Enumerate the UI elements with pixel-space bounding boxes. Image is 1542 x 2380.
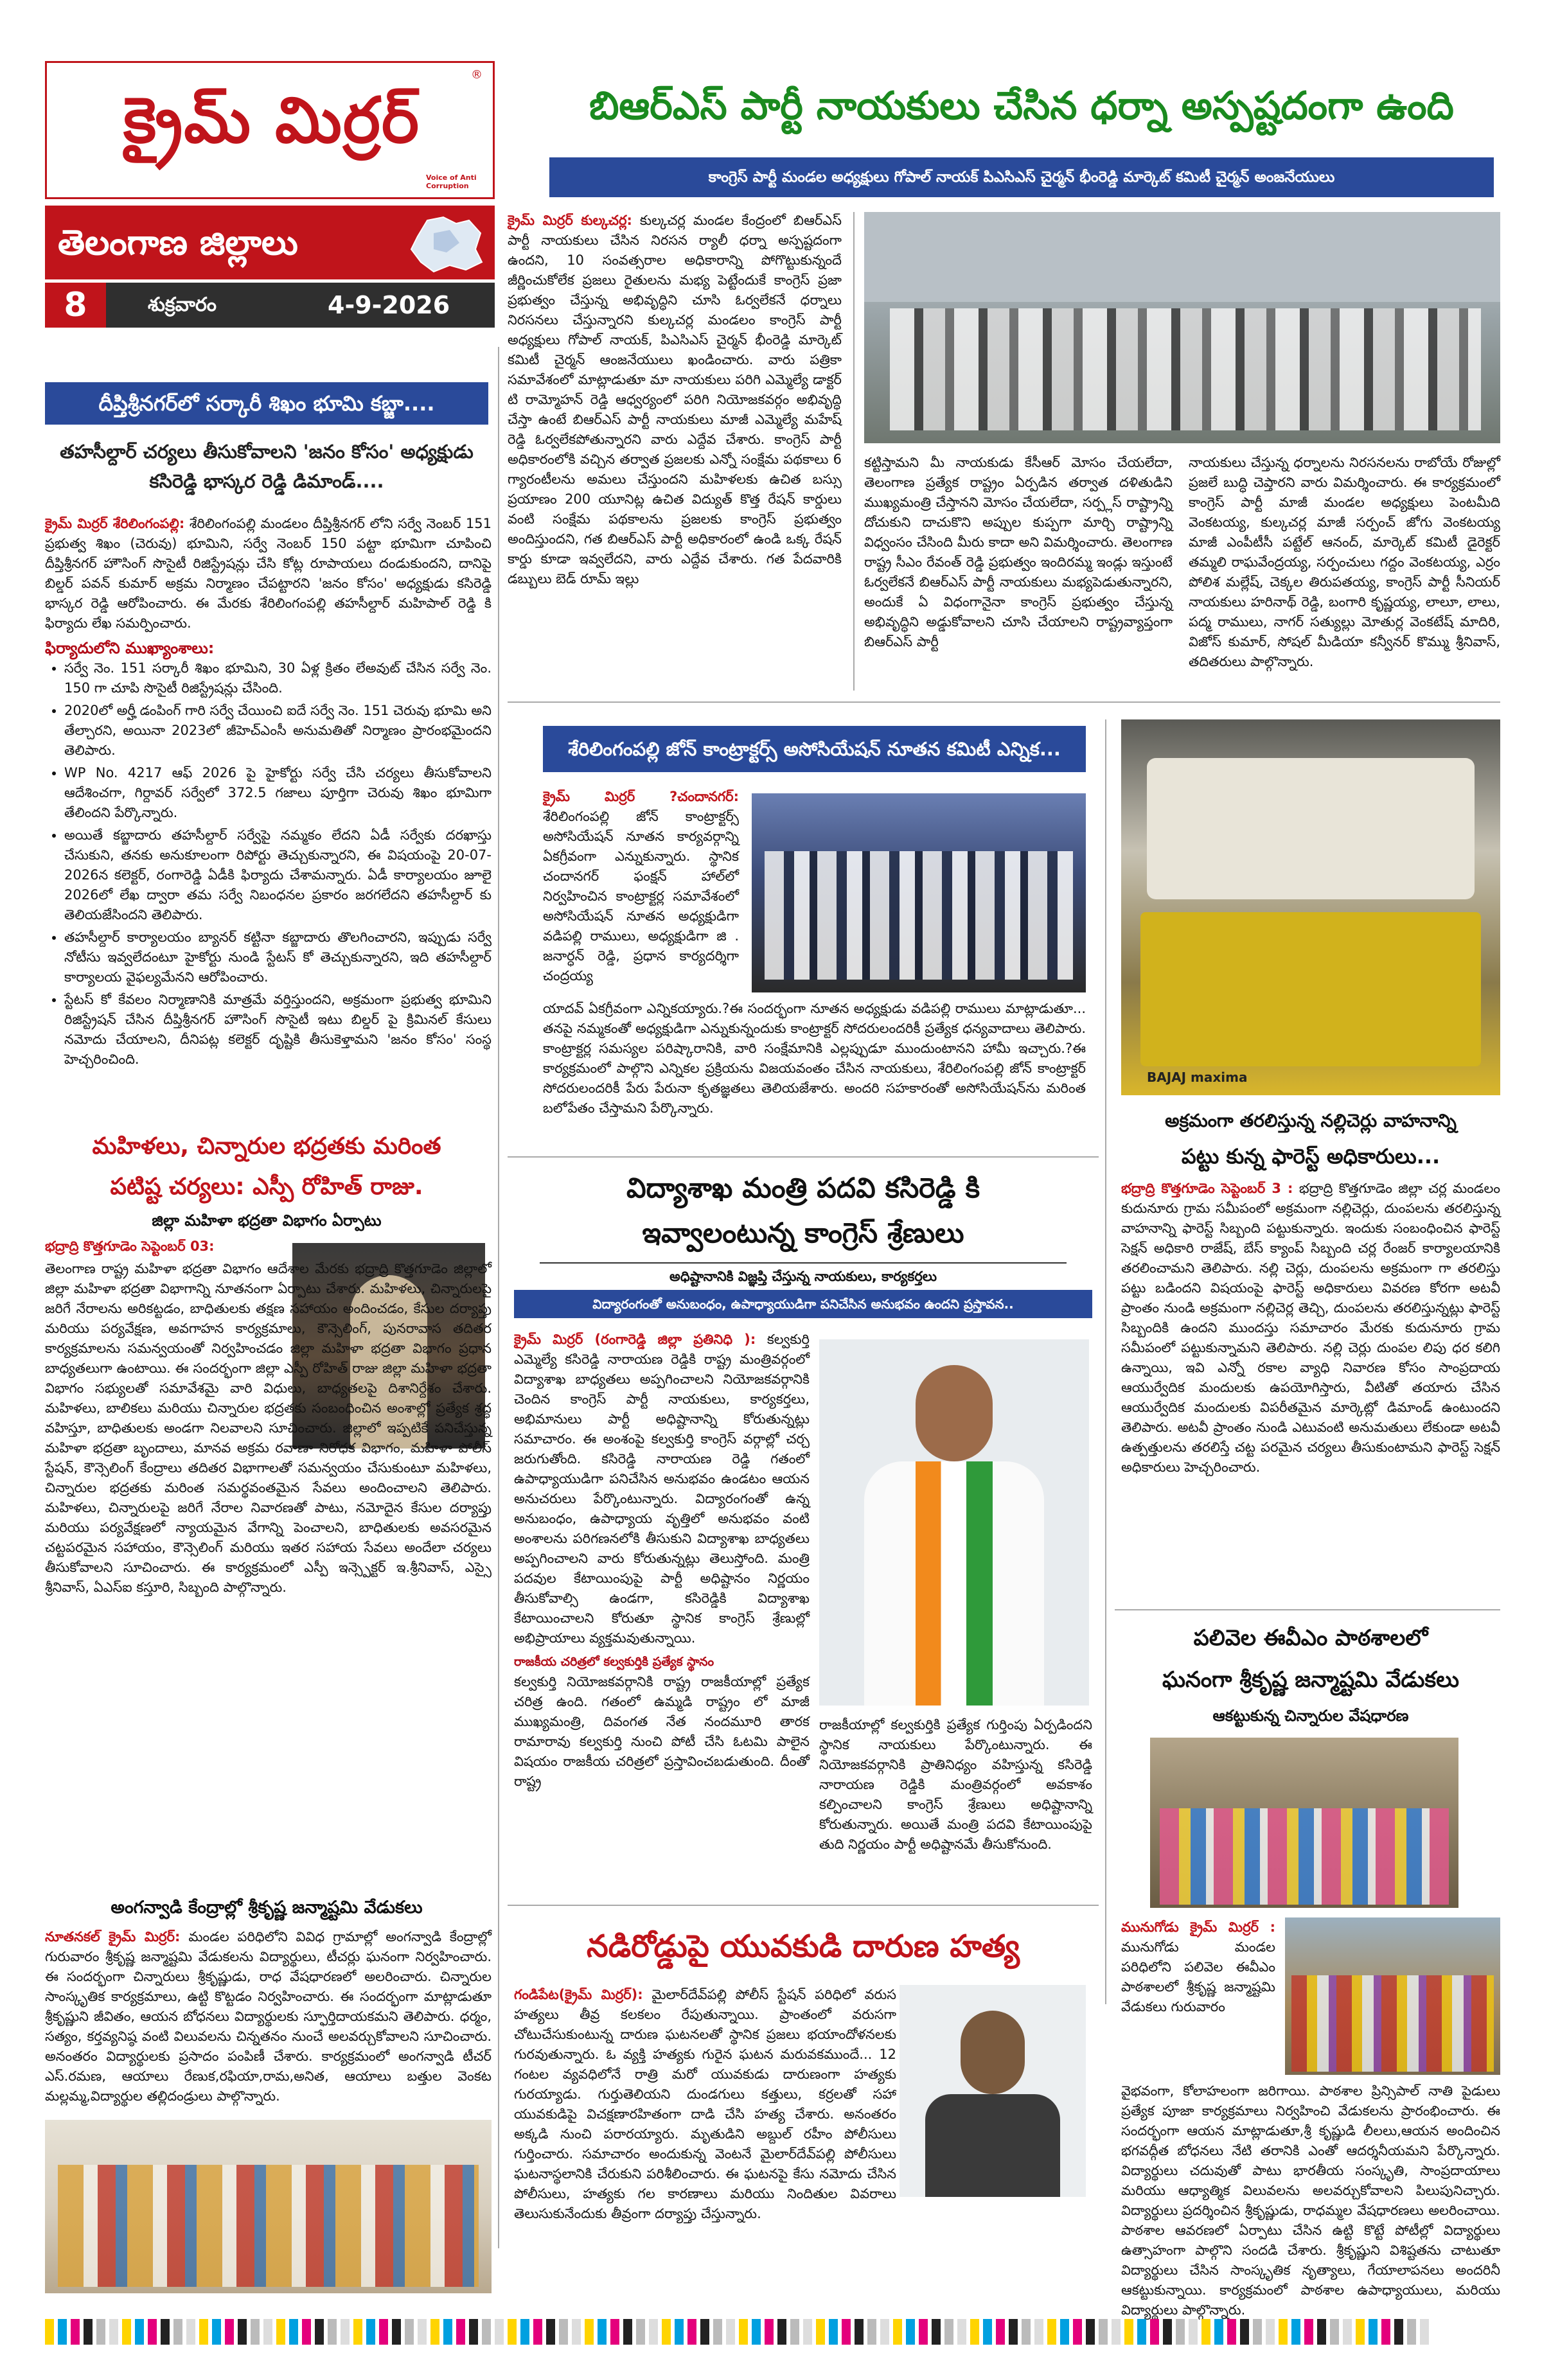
lead-headline: బిఆర్ఎస్ పార్టీ నాయకులు చేసిన ధర్నా అస్పష్టదంగా ఉంది [589, 84, 1454, 128]
list-item: • తహసీల్దార్ కార్యాలయం బ్యానర్ కట్టినా కబ్జాదారు తొలగించారని, ఇప్పుడు సర్వే నోటీసు ఇవ్వలేదంటూ హైకోర్టు నుండి స్టేటస్ కో తెచ్చుకున్నారని, ఇది తహసీల్దార్ కార్యాలయ వైఫల్యమేనని ఆరోపించారు. [64, 928, 492, 987]
color-swatch [803, 2319, 812, 2345]
color-swatch [996, 2319, 1005, 2345]
row-divider [508, 1156, 1099, 1158]
row-divider [1115, 1609, 1500, 1610]
lead-dateline: క్రైమ్ మిర్రర్ కుల్కచర్ల: [508, 213, 632, 228]
color-swatch [58, 2319, 67, 2345]
color-swatch [1214, 2319, 1223, 2345]
color-swatch [1291, 2319, 1300, 2345]
lead-subheadline: కాంగ్రెస్ పార్టీ మండల అధ్యక్షులు గోపాల్ నాయక్ పిఎసిఎస్ చైర్మన్ భీంరెడ్డి మార్కెట్ కమిటీ చైర్మన్ అంజనేయులు [549, 157, 1494, 197]
telangana-map-icon [405, 211, 488, 275]
color-swatch [199, 2319, 208, 2345]
section-band [45, 206, 495, 279]
logo-box [45, 61, 495, 199]
color-swatch [520, 2319, 529, 2345]
contractors-photo [752, 793, 1086, 992]
palivela-subheadline: ఆకట్టుకున్న చిన్నారుల వేషధారణ [1212, 1707, 1409, 1725]
color-swatch [302, 2319, 311, 2345]
color-swatch [1330, 2319, 1339, 2345]
women-body [45, 1259, 492, 1882]
color-swatch [1047, 2319, 1056, 2345]
color-swatch [353, 2319, 362, 2345]
color-swatch [1343, 2319, 1352, 2345]
color-swatch [1227, 2319, 1236, 2345]
list-item: • WP No. 4217 ఆఫ్ 2026 పై హైకోర్టు సర్వే చేసి చర్యలు తీసుకోవాలని ఆదేశించగా, గిర్దావర్ సర్వేలో 372.5 గజాలు పూర్తిగా చెరువు శిఖం భూమిగా తేలిందని పేర్కొన్నారు. [64, 763, 492, 823]
land-headline: దీప్తిశ్రీనగర్‌లో సర్కారీ శిఖం భూమి కబ్జా.... [45, 382, 488, 425]
anganwadi-text: మండల పరిధిలోని వివిధ గ్రామాల్లో అంగన్వాడి కేంద్రాల్లో గురువారం శ్రీకృష్ణ జన్మాష్టమి వేడుకలను విద్యార్థులు, టీచర్లు ఘనంగా నిర్వహించారు. ఈ సందర్భంగా చిన్నారులు శ్రీకృష్ణుడు, రాధ వేషధారణలో అలరించారు. చిన్నారుల సాంస్కృతిక కార్యక్రమాలు, ఉట్టి కొట్టడం నిర్వహించారు. ఈ సందర్భంగా మాట్లాడుతూ శ్రీకృష్ణుని జీవితం, ఆయన బోధనలు విద్యార్థులకు స్ఫూర్తిదాయకమని తెలిపారు. ధర్మం, సత్యం, కర్తవ్యనిష్ఠ వంటి విలువలను చిన్నతనం నుంచే అలవర్చుకోవాలని సూచించారు. అనంతరం విద్యార్థులకు ప్రసాదం పంపిణీ చేశారు. కార్యక్రమంలో అంగన్వాడి టీచర్ ఎస్.రమణ, ఆయాలు రేణుక,రఫియా,రామ,అనిత, ఆయాలు బత్తుల వెంకట మల్లమ్మ,విద్యార్థుల తల్లిదండ్రులు పాల్గొన్నారు. [45, 1929, 492, 2104]
color-swatch [1381, 2319, 1390, 2345]
lead-column-1 [508, 211, 842, 692]
color-swatch [1304, 2319, 1313, 2345]
color-swatch [341, 2319, 350, 2345]
list-item: • సర్వే నెం. 151 సర్కారీ శిఖం భూమిని, 30 ఏళ్ల క్రితం లేఅవుట్ చేసిన సర్వే నెం. 150 గా చూపి సొసైటీ రిజిస్ట్రేషన్లు చేసింది. [64, 658, 492, 698]
color-swatch [263, 2319, 272, 2345]
color-swatch [893, 2319, 902, 2345]
color-swatch [1420, 2319, 1429, 2345]
minister-headline-2: ఇవ్వాలంటున్న కాంగ్రెస్ శ్రేణులు [642, 1217, 964, 1249]
color-swatch [546, 2319, 555, 2345]
color-swatch [122, 2319, 131, 2345]
land-dateline: క్రైమ్ మిర్రర్ శేరిలింగంపల్లి: [45, 516, 185, 531]
color-swatch [957, 2319, 966, 2345]
color-swatch [1150, 2319, 1159, 2345]
color-swatch [1176, 2319, 1185, 2345]
row-divider [508, 701, 1500, 703]
registered-mark: ® [471, 68, 483, 82]
section-title: తెలంగాణ జిల్లాలు [58, 222, 298, 263]
women-dateline: భద్రాద్రి కొత్తగూడెం సెప్టెంబర్ 03: [45, 1238, 215, 1254]
minister-sub-2: విద్యారంగంతో అనుబంధం, ఉపాధ్యాయుడిగా పనిచేసిన అనుభవం ఉందని ప్రస్తావన.. [514, 1290, 1092, 1318]
forest-photo [1121, 719, 1500, 1095]
photo-children [1291, 1975, 1494, 2072]
page-number: 8 [45, 283, 106, 328]
minister-headline-1: విద్యాశాఖ మంత్రి పదవి కసిరెడ్డి కి [626, 1172, 980, 1204]
color-swatch [225, 2319, 234, 2345]
palivela-headline-2: ఘనంగా శ్రీకృష్ణ జన్మాష్టమి వేడుకలు [1162, 1667, 1459, 1693]
color-swatch [1201, 2319, 1210, 2345]
minister-body-right [819, 1715, 1092, 1895]
color-swatch [636, 2319, 645, 2345]
color-swatch [315, 2319, 324, 2345]
minister-photo [819, 1339, 1089, 1706]
color-swatch [790, 2319, 799, 2345]
column-divider [853, 212, 855, 691]
color-swatch [148, 2319, 157, 2345]
print-color-bar [45, 2319, 1503, 2345]
color-swatch [109, 2319, 118, 2345]
color-swatch [752, 2319, 761, 2345]
color-swatch [238, 2319, 247, 2345]
murder-headline: నడిరోడ్డుపై యువకుడి దారుణ హత్య [587, 1928, 1020, 1964]
masthead [45, 61, 495, 331]
color-swatch [610, 2319, 619, 2345]
lead-column-3 [1189, 453, 1500, 691]
minister-dateline: క్రైమ్ మిర్రర్ (రంగారెడ్డి జిల్లా ప్రతినిధి ): [514, 1332, 756, 1347]
issue-date: 4-9-2026 [328, 291, 450, 319]
lead-column-2 [864, 453, 1173, 691]
land-body [45, 514, 492, 1118]
issue-day: శుక్రవారం [148, 294, 217, 316]
color-swatch [1073, 2319, 1082, 2345]
forest-dateline: భద్రాద్రి కొత్తగూడెం సెప్టెంబర్ 3 : [1121, 1181, 1293, 1196]
color-swatch [1189, 2319, 1198, 2345]
contractors-headline: శేరిలింగంపల్లి జోన్ కాంట్రాక్టర్స్ అసోసియేషన్ నూతన కమిటీ ఎన్నిక... [543, 726, 1086, 772]
list-item: • స్టేటస్ కో కేవలం నిర్మాణానికి మాత్రమే వర్తిస్తుందని, అక్రమంగా ప్రభుత్వ భూమిని రిజిస్ట్రేషన్ చేసిన దీప్తిశ్రీనగర్ హౌసింగ్ సొసైటీ ఇటు బిల్డర్ పై క్రిమినల్ కేసులు నమోదు చేయాలని, దీనిపట్ల కలెక్టర్ దృష్టికి తీసుకెళ్తామని 'జనం కోసం' సంస్థ హెచ్చరించింది. [64, 990, 492, 1070]
photo-children [58, 2165, 479, 2287]
lead-text-1: కుల్కచర్ల మండల కేంద్రంలో బిఆర్ఎస్ పార్టీ నాయకులు చేసిన నిరసన ర్యాలీ ధర్నా అస్పష్టదంగా ఉందని, 10 సంవత్సరాల అధికారాన్ని పోగొట్టుకున్నందే జీర్ణించుకోలేక ప్రజలు రైతులను మభ్య పెట్టేందుకే కాంగ్రెస్ ప్రజా ప్రభుత్వం చేస్తున్న అభివృద్ధిని చూసి ఓర్వలేకనే ధర్నాలు నిరసనలు చేస్తున్నారని కుల్కచర్ల మండలం కాంగ్రెస్ పార్టీ అధ్యక్షులు గోపాల్ నాయక్, పిఎసిఎస్ చైర్మన్ భీంరెడ్డి మార్కెట్ కమిటీ చైర్మన్ ఆంజనేయులు ఖండించారు. వారు పత్రికా సమావేశంలో మాట్లాడుతూ మా నాయకులు పరిగి ఎమ్మెల్యే డాక్టర్ టి రామ్మోహన్ రెడ్డి ఆధ్వర్యంలో పరిగి నియోజకవర్గం అభివృద్ధి చేస్తా ఉంటే బిఆర్ఎస్ పార్టీ నాయకులు మాజీ ఎమ్మెల్యే మహేష్ రెడ్డి ఓర్వలేకపోతున్నారని వారు ఎద్దేవ చేశారు. కాంగ్రెస్ పార్టీ అధికారంలోకి వచ్చిన తర్వాత ప్రజలకు ఎన్నో సంక్షేమ పథకాలు 6 గ్యారంటీలను అమలు చేస్తుందని మహిళలకు ఉచిత బస్సు ప్రయాణం 200 యూనిట్ల ఉచిత విద్యుత్ కొత్త రేషన్ కార్డులు వంటి సంక్షేమ పథకాలను ప్రజలకు కాంగ్రెస్ ప్రభుత్వం అందిస్తుందని, గత బిఆర్ఎస్ పార్టీ అధికారంలో ఉండి ఒక్క రేషన్ కార్డు కూడా ఇవ్వలేదని, వారు ఎద్దేవ చేశారు. గత పేదవారికి డబ్బులు బెడ్ రూమ్ ఇల్లు [508, 213, 842, 586]
women-text: తెలంగాణ రాష్ట్ర మహిళా భద్రతా విభాగం ఆదేశాల మేరకు భద్రాద్రి కొత్తగూడెం జిల్లాలో జిల్లా మహిళా భద్రతా విభాగాన్ని నూతనంగా ఏర్పాటు చేశారు. మహిళలు, చిన్నారులపై జరిగే నేరాలను అరికట్టడం, బాధితులకు తక్షణ సహాయం అందించడం, కేసుల దర్యాప్తు మరియు పర్యవేక్షణ, అవగాహన కార్యక్రమాలు, కౌన్సెలింగ్, పునరావాస తదితర కార్యక్రమాలను సమన్వయంతో నిర్వహించడం జిల్లా మహిళా భద్రతా విభాగం ప్రధాన బాధ్యతలుగా ఉంటాయి. ఈ సందర్భంగా జిల్లా ఎస్పీ రోహిత్ రాజు జిల్లా మహిళా భద్రతా విభాగం సభ్యులతో సమావేశమై వారి విధులు, బాధ్యతలపై దిశానిర్దేశం చేశారు. మహిళలు, బాలికలు మరియు చిన్నారుల భద్రతకు సంబంధించిన అంశాల్లో ప్రత్యేక శ్రద్ధ వహిస్తూ, బాధితులకు అండగా నిలవాలని సూచించారు. జిల్లాలో ఇప్పటికే పనిచేస్తున్న మహిళా భద్రతా బృందాలు, మానవ అక్రమ రవాణా నిరోధక విభాగం, మహిళా పోలీస్ స్టేషన్, కౌన్సెలింగ్ కేంద్రాలు తదితర విభాగాలతో సమన్వయం చేసుకుంటూ మహిళలు, చిన్నారుల భద్రతకు మరింత సమర్థవంతమైన సేవలు అందించాలని తెలిపారు. మహిళలు, చిన్నారులపై జరిగే నేరాల నివారణతో పాటు, నమోదైన కేసుల దర్యాప్తు మరియు పర్యవేక్షణలో న్యాయమైన వేగాన్ని పెంచాలని, బాధితులకు అవసరమైన చట్టపరమైన సహాయం, కౌన్సెలింగ్ మరియు ఇతర సహాయ సేవలు అందేలా చర్యలు తీసుకోవాలని సూచించారు. ఈ కార్యక్రమంలో ఎస్పీ ఇన్స్పెక్టర్ ఇ.శ్రీనివాస్, ఎస్సై శ్రీనివాస్, ఏఎస్ఐ కస్తూరి, సిబ్బంది పాల్గొన్నారు. [45, 1261, 492, 1595]
land-points-title: ఫిర్యాదులోని ముఖ్యాంశాలు: [45, 639, 215, 657]
color-swatch [1407, 2319, 1416, 2345]
color-swatch [765, 2319, 774, 2345]
left-column-divider [498, 347, 499, 2248]
photo-portrait-scarf [916, 1461, 993, 1706]
color-swatch [598, 2319, 607, 2345]
color-swatch [919, 2319, 928, 2345]
list-item: • అయితే కబ్జాదారు తహసీల్దార్ సర్వేపై నమ్మకం లేదని ఏడీ సర్వేకు దరఖాస్తు చేసుకుని, తనకు అనుకూలంగా రిపోర్టు తెచ్చుకున్నారని, ఈ విషయంపై 20-07-2026న కలెక్టర్, రంగారెడ్డి ఏడీకి ఫిర్యాదు చేశామన్నారు. ఏడీ కార్యాలయం జూలై 2026లో లేఖ ద్వారా తమ సర్వే నిబంధనల ప్రకారం జరగలేదని తహసీల్దార్ కు తెలియజేసిందని తెలిపారు. [64, 825, 492, 925]
color-swatch [161, 2319, 170, 2345]
minister-section-title: రాజకీయ చరిత్రలో కల్వకుర్తికి ప్రత్యేక స్థానం [514, 1655, 714, 1669]
color-swatch [212, 2319, 221, 2345]
column-divider [1105, 719, 1106, 2004]
murder-body [514, 1985, 1092, 2261]
color-swatch [662, 2319, 671, 2345]
color-swatch [880, 2319, 889, 2345]
palivela-dateline: మునుగోడు క్రైమ్ మిర్రర్ : [1121, 1919, 1275, 1935]
contractors-text-left: శేరిలింగంపల్లి జోన్ కాంట్రాక్టర్స్ అసోసియేషన్ నూతన కార్యవర్గాన్ని ఏకగ్రీవంగా ఎన్నుకున్నారు. స్థానిక చందానగర్ ఫంక్షన్ హాల్‌లో నిర్వహించిన కాంట్రాక్టర్ల సమావేశంలో అసోసియేషన్ నూతన అధ్యక్షుడిగా వడిపల్లి రాములు, అధ్యక్షుడిగా జి . జనార్ధన్ రెడ్డి, ప్రధాన కార్యదర్శిగా చంద్రయ్య [543, 809, 739, 983]
color-registration-marks [45, 2335, 1433, 2347]
color-swatch [366, 2319, 375, 2345]
color-swatch [944, 2319, 953, 2345]
murder-text: మైలార్‌దేవ్‌పల్లి పోలీస్ స్టేషన్ పరిధిలో వరుస హత్యలు తీవ్ర కలకలం రేపుతున్నాయి. ప్రాంతంలో వరుసగా చోటుచేసుకుంటున్న దారుణ ఘటనలతో స్థానిక ప్రజలు భయాందోళనలకు గురవుతున్నారు. ఓ వ్యక్తి హత్యకు గురైన ఘటన మరువకముందే... 12 గంటల వ్యవధిలోనే రాత్రి మరో యువకుడు దారుణంగా హత్యకు గురయ్యాడు. గుర్తుతెలియని దుండగులు కత్తులు, కర్రలతో సహా యువకుడిపై విచక్షణారహితంగా దాడి చేసి హత్య చేశారు. అనంతరం అక్కడి నుంచి పరారయ్యారు. మృతుడిని అబ్దుల్ రహీం పోలీసులు గుర్తించారు. సమాచారం అందుకున్న వెంటనే మైలార్‌దేవ్‌పల్లి పోలీసులు ఘటనాస్థలానికి చేరుకుని పరిశీలించారు. ఈ ఘటనపై కేసు నమోదు చేసిన పోలీసులు, హత్యకు గల కారణాలు మరియు నిందితుల వివరాలు తెలుసుకునేందుకు తీవ్రంగా దర్యాప్తు చేస్తున్నారు. [514, 1987, 896, 2221]
lead-photo [864, 212, 1500, 443]
women-headline-2: పటిష్ట చర్యలు: ఎస్పీ రోహిత్ రాజు. [110, 1174, 423, 1200]
color-swatch [443, 2319, 452, 2345]
color-swatch [713, 2319, 722, 2345]
color-swatch [1240, 2319, 1249, 2345]
color-swatch [418, 2319, 427, 2345]
photo-portrait-head [916, 1365, 993, 1461]
women-headline-1: మహిళలు, చిన్నారుల భద్రతకు మరింత [92, 1133, 441, 1159]
women-subheadline: జిల్లా మహిళా భద్రతా విభాగం ఏర్పాటు [152, 1212, 382, 1230]
murder-photo [900, 1985, 1086, 2197]
contractors-dateline: క్రైమ్ మిర్రర్ ?చందానగర్: [543, 789, 739, 804]
color-swatch [71, 2319, 80, 2345]
color-swatch [1086, 2319, 1095, 2345]
photo-crowd [890, 308, 1481, 430]
color-swatch [1022, 2319, 1031, 2345]
forest-text: భద్రాద్రి కొత్తగూడెం జిల్లా చర్ల మండలం కుదునూరు గ్రామ సమీపంలో అక్రమంగా నల్లిచెర్లు, దుంపలను తరలిస్తున్న వాహనాన్ని ఫారెస్ట్ సిబ్బంది పట్టుకున్నారు. ఇందుకు సంబంధించిన ఫారెస్ట్ సెక్షన్ అధికారి రాజేష్, బేస్ క్యాంప్ సిబ్బంది చర్ల రేంజర్ కార్యాలయానికి తరలించామని తెలిపారు. నల్లి చెర్లు, దుంపలను అక్రమంగా గా తరలిస్తు పట్టు బడిందని విషయంపై ఫారెస్ట్ అధికారులు వివరణ కోరగా అటవీ ప్రాంతం నుండి అక్రమంగా నల్లిచెర్ల తెచ్చి, దుంపలను తరలిస్తున్నట్లు ఫారెస్ట్ సిబ్బందికి ఉందని ముందస్తు సమాచారం మేరకు కుదునూరు గ్రామ సమీపంలో పట్టుకున్నామని తెలిపారు. నల్లి చెర్లు దుంపల లిపు ధర కలిగి ఉన్నాయి, ఇవి ఎన్నో రకాల వ్యాధి నివారణ కోసం సాంప్రదాయ ఆయుర్వేదిక మందులకు ఉపయోగిస్తారు, వీటితో తయారు చేసిన ఆయుర్వేదిక మందులకు విపరీతమైన మార్కెట్లో డిమాండ్ ఉంటుందని తెలిపారు. అటవీ ప్రాంతం నుండి ఎటువంటి అనుమతులు లేకుండా అటవీ ఉత్పత్తులను తరలిస్తే చట్ట పరమైన చర్యలు తీసుకుంటామని ఫారెస్ట్ సెక్షన్ అధికారులు హెచ్చరించారు. [1121, 1181, 1500, 1475]
color-swatch [1060, 2319, 1069, 2345]
color-swatch [970, 2319, 979, 2345]
photo-victim-head [961, 2011, 1025, 2094]
color-swatch [867, 2319, 876, 2345]
lead-text-3: నాయకులు చేస్తున్న ధర్నాలను నిరసనలను రాబోయే రోజుల్లో ప్రజలే బుద్ధి చెప్తారని వారు విమర్శించారు. ఈ కార్యక్రమంలో కాంగ్రెస్ పార్టీ మాజీ మండల అధ్యక్షులు పెంటమీది వెంకటయ్య, కుల్కచర్ల మాజీ సర్పంచ్ జోగు వెంకటయ్య మాజీ ఎంపీటీసీ పట్టేల్ ఆనంద్, మార్కెట్ కమిటీ డైరెక్టర్ తమ్మలి రాఘవేంద్రయ్య, సర్పంచులు గద్దం వెంకటయ్య, ఎర్రం పోలిశ మల్లేష్, చెక్కల తిరుపతయ్య, కాంగ్రెస్ పార్టీ సీనియర్ నాయకులు హరినాథ్ రెడ్డి, బంగారి కృష్ణయ్య, లాలూ, లాలు, పద్మ రాములు, నాగర్ సత్యుల్లు మోతుర్ల వెంకటేష్ మాదిరి, విజోస్ కుమార్, సోషల్ మీడియా కన్వీనర్ కొమ్ము శ్రీనివాస్, తదితరులు పాల్గొన్నారు. [1189, 455, 1500, 669]
lead-text-2: కట్టిస్తామని మీ నాయకుడు కేసీఆర్ మోసం చేయలేదా, తెలంగాణ ప్రత్యేక రాష్ట్రం ఏర్పడిన తర్వాత దళితుడిని ముఖ్యమంత్రి చేస్తానని మోసం చేయలేదా, సర్ప్లస్ రాష్ట్రాన్ని దోచుకుని దాచుకొని అప్పుల కుప్పగా మార్చి రాష్ట్రాన్ని విధ్వంసం చేసింది మీరు కాదా అని విమర్శించారు. తెలంగాణ రాష్ట్ర సీఎం రేవంత్ రెడ్డి ప్రభుత్వం ఇందిరమ్మ ఇండ్లు ఇస్తుంటే ఓర్వలేకనే బిఆర్ఎస్ పార్టీ నాయకులు మభ్యపెడుతున్నారని, అందుకే ఏ విధంగానైనా కాంగ్రెస్ ప్రభుత్వం చేస్తున్న అభివృద్ధిని అడ్డుకోవాలని చూసి చేయాలని రాష్ట్రవ్యాప్తంగా బిఆర్ఎస్ పార్టీ [864, 455, 1173, 649]
list-item: • 2020లో అర్హీ డంపింగ్ గారి సర్వే చేయించి ఐదే సర్వే నెం. 151 చెరువు భూమి అని తేల్చారని, అయినా 2023లో జీహెచ్ఎంసీ అనుమతితో నిర్మాణం ప్రారంభమైందని తెలిపారు. [64, 701, 492, 761]
logo-tagline: Voice of Anti Corruption [426, 173, 477, 190]
forest-headline-2: పట్టు కున్న ఫారెస్ట్ అధికారులు... [1181, 1144, 1440, 1168]
photo-building [864, 212, 1500, 302]
color-swatch [135, 2319, 144, 2345]
color-swatch [495, 2319, 504, 2345]
color-swatch [1369, 2319, 1378, 2345]
color-swatch [829, 2319, 838, 2345]
palivela-text: వైభవంగా, కోలాహలంగా జరిగాయి. పాఠశాల ప్రిన్సిపాల్ నాతి పైడులు ప్రత్యేక పూజా కార్యక్రమాలు నిర్వహించి వేడుకలను ప్రారంభించారు. ఈ సందర్భంగా ఆయన మాట్లాడుతూ,శ్రీ కృష్ణుడి లీలలు,ఆయన అందించిన భగవద్గీత బోధనలు నేటి తరానికి ఎంతో ఆదర్శనీయమని పేర్కొన్నారు. విద్యార్థులు చదువుతో పాటు భారతీయ సంస్కృతి, సాంప్రదాయాలు మరియు ఆధ్యాత్మిక విలువలను అలవర్చుకోవాలని పిలుపునిచ్చారు. విద్యార్థులు ప్రదర్శించిన శ్రీకృష్ణుడు, రాధమ్మల వేషధారణలు అలరించాయి. పాఠశాల ఆవరణలో ఏర్పాటు చేసిన ఉట్టి కొట్టే పోటీల్లో విద్యార్థులు ఉత్సాహంగా పాల్గొని సందడి చేశారు. శ్రీకృష్ణుని విశిష్టతను చాటుతూ విద్యార్థులు చేసిన సాంస్కృతిక నృత్యాలు, గేయాలాపనలు అందరినీ ఆకట్టుకున్నాయి. కార్యక్రమంలో పాఠశాల ఉపాధ్యాయులు, మరియు విద్యార్థులు పాల్గొన్నారు. [1121, 2083, 1500, 2318]
color-swatch [572, 2319, 581, 2345]
color-swatch [328, 2319, 337, 2345]
color-swatch [932, 2319, 941, 2345]
color-swatch [842, 2319, 851, 2345]
color-swatch [1009, 2319, 1018, 2345]
color-swatch [392, 2319, 401, 2345]
color-swatch [186, 2319, 195, 2345]
color-swatch [1266, 2319, 1275, 2345]
photo-victim-body [925, 2094, 1060, 2197]
land-points [45, 658, 492, 1070]
palivela-photo-1 [1150, 1738, 1458, 1908]
row-divider [508, 1905, 1099, 1906]
color-swatch [289, 2319, 298, 2345]
palivela-body [1121, 2081, 1500, 2318]
color-swatch [482, 2319, 491, 2345]
palivela-photo-2 [1285, 1917, 1500, 2075]
palivela-text-col: మునుగోడు మండల పరిధిలోని పలివెల ఈవీఎం పాఠశాలలో శ్రీకృష్ణ జన్మాష్టమి వేడుకలు గురువారం [1121, 1939, 1275, 2014]
photo-sacks [1147, 758, 1475, 899]
color-swatch [816, 2319, 825, 2345]
issue-bar [45, 283, 495, 328]
color-swatch [649, 2319, 658, 2345]
color-swatch [533, 2319, 542, 2345]
anganwadi-body [45, 1927, 492, 2117]
color-swatch [675, 2319, 684, 2345]
color-swatch [1034, 2319, 1043, 2345]
color-swatch [1124, 2319, 1133, 2345]
color-swatch [1163, 2319, 1172, 2345]
logo-text: క్రైమ్ మిర్రర్ [123, 84, 421, 157]
contractors-body-bottom [543, 999, 1086, 1140]
photo-group [765, 851, 1073, 980]
color-swatch [906, 2319, 915, 2345]
color-swatch [623, 2319, 632, 2345]
color-swatch [456, 2319, 465, 2345]
color-swatch [1279, 2319, 1288, 2345]
color-swatch [276, 2319, 285, 2345]
murder-dateline: గండిపేట(క్రైమ్ మిర్రర్): [514, 1987, 643, 2002]
color-swatch [469, 2319, 478, 2345]
color-swatch [45, 2319, 54, 2345]
color-swatch [1137, 2319, 1146, 2345]
land-intro: శేరిలింగంపల్లి మండలం దీప్తిశ్రీనగర్ లోని సర్వే నెంబర్ 151 ప్రభుత్వ శిఖం (చెరువు) భూమిని, సర్వే నెంబర్ 150 పట్టా భూమిగా చూపించి దీప్తిశ్రీనగర్ హౌసింగ్ సొసైటీ రిజిస్ట్రేషన్లు చేసి కోట్ల రూపాయలు దండుకుందని, దానిపై బిల్డర్ పవన్ కుమార్ అక్రమ నిర్మాణం చేపట్టారని 'జనం కోసం' అధ్యక్షుడు కసిరెడ్డి భాస్కర రెడ్డి ఆరోపించారు. ఈ మేరకు శేరిలింగంపల్లి తహసీల్దార్ మహిపాల్ రెడ్డి కి ఫిర్యాదు లేఖ సమర్పించారు. [45, 516, 492, 631]
color-swatch [700, 2319, 709, 2345]
forest-photo-caption: BAJAJ maxima [1147, 1070, 1248, 1085]
color-swatch [96, 2319, 105, 2345]
anganwadi-headline: అంగన్వాడి కేంద్రాల్లో శ్రీకృష్ణ జన్మాష్టమి వేడుకలు [111, 1898, 423, 1917]
forest-body [1121, 1179, 1500, 1596]
color-swatch [405, 2319, 414, 2345]
color-swatch [508, 2319, 517, 2345]
forest-headline-1: అక్రమంగా తరలిస్తున్న నల్లిచెర్లు వాహనాన్ని [1165, 1110, 1457, 1131]
color-swatch [84, 2319, 93, 2345]
minister-caption-text: రాజకీయాల్లో కల్వకుర్తికి ప్రత్యేక గుర్తింపు ఏర్పడిందని స్థానిక నాయకులు పేర్కొంటున్నారు. ఈ నియోజకవర్గానికి ప్రాతినిధ్యం వహిస్తున్న కసిరెడ్డి నారాయణ రెడ్డికి మంత్రివర్గంలో అవకాశం కల్పించాలని కాంగ్రెస్ శ్రేణులు అధిష్టానాన్ని కోరుతున్నారు. అయితే మంత్రి పదవి కేటాయింపుపై తుది నిర్ణయం పార్టీ అధిష్టానమే తీసుకోనుంది. [819, 1717, 1092, 1852]
minister-sub-1: అధిష్టానానికి విజ్ఞప్తి చేస్తున్న నాయకులు, కార్యకర్తలు [540, 1262, 1067, 1288]
palivela-headline-1: పలివెల ఈవీఎం పాఠశాలలో [1193, 1625, 1428, 1651]
color-swatch [430, 2319, 439, 2345]
color-swatch [559, 2319, 568, 2345]
land-subheadline: తహసీల్దార్ చర్యలు తీసుకోవాలని 'జనం కోసం' అధ్యక్షుడు కసిరెడ్డి భాస్కర రెడ్డి డిమాండ్.... [60, 441, 474, 492]
color-swatch [726, 2319, 735, 2345]
color-swatch [1112, 2319, 1121, 2345]
color-swatch [1099, 2319, 1108, 2345]
color-swatch [1317, 2319, 1326, 2345]
color-swatch [983, 2319, 992, 2345]
minister-section-text: కల్వకుర్తి నియోజకవర్గానికి రాష్ట్ర రాజకీయాల్లో ప్రత్యేక చరిత్ర ఉంది. గతంలో ఉమ్మడి రాష్ట్రం లో మాజీ ముఖ్యమంత్రి, దివంగత నేత నందమూరి తారక రామారావు కల్వకుర్తి నుంచి పోటీ చేసి ఓటమి పాలైన విషయం రాజకీయ చరిత్రలో ప్రస్తావించబడుతుంది. దీంతో రాష్ట్ర [514, 1674, 810, 1789]
color-swatch [855, 2319, 864, 2345]
color-swatch [379, 2319, 388, 2345]
color-swatch [1356, 2319, 1365, 2345]
color-swatch [1394, 2319, 1403, 2345]
color-swatch [687, 2319, 696, 2345]
color-swatch [777, 2319, 786, 2345]
color-swatch [739, 2319, 748, 2345]
minister-text: కల్వకుర్తి ఎమ్మెల్యే కసిరెడ్డి నారాయణ రెడ్డికి రాష్ట్ర మంత్రివర్గంలో విద్యాశాఖ బాధ్యతలు అప్పగించాలని నియోజకవర్గానికి చెందిన కాంగ్రెస్ పార్టీ నాయకులు, కార్యకర్తలు, అభిమానులు పార్టీ అధిష్టానాన్ని కోరుతున్నట్లు సమాచారం. ఈ అంశంపై కల్వకుర్తి కాంగ్రెస్ వర్గాల్లో చర్చ జరుగుతోంది. కసిరెడ్డి నారాయణ రెడ్డి గతంలో ఉపాధ్యాయుడిగా పనిచేసిన అనుభవం ఉండటం ఆయన అనుచరులు పేర్కొంటున్నారు. విద్యారంగంతో ఉన్న అనుబంధం, ఉపాధ్యాయ వృత్తిలో అనుభవం వంటి అంశాలను పరిగణనలోకి తీసుకుని విద్యాశాఖ బాధ్యతలు అప్పగించాలని వారు కోరుతున్నట్లు తెలుస్తోంది. మంత్రి పదవుల కేటాయింపుపై పార్టీ అధిష్టానం నిర్ణయం తీసుకోవాల్సి ఉండగా, కసిరెడ్డికి విద్యాశాఖ కేటాయించాలని కోరుతూ స్థానిక కాంగ్రెస్ శ్రేణుల్లో అభిప్రాయాలు వ్యక్తమవుతున్నాయి. [514, 1332, 810, 1646]
anganwadi-photo [45, 2120, 492, 2293]
color-swatch [173, 2319, 182, 2345]
palivela-body-left [1121, 1917, 1275, 2078]
color-swatch [1253, 2319, 1262, 2345]
anganwadi-dateline: నూతనకల్ క్రైమ్ మిర్రర్: [45, 1929, 181, 1944]
photo-children [1160, 1808, 1449, 1905]
color-swatch [585, 2319, 594, 2345]
contractors-text-bottom: యాదవ్ ఏకగ్రీవంగా ఎన్నికయ్యారు.?ఈ సందర్భంగా నూతన అధ్యక్షుడు వడిపల్లి రాములు మాట్లాడుతూ... తనపై నమ్మకంతో అధ్యక్షుడిగా ఎన్నుకున్నందుకు కాంట్రాక్టర్ సోదరులందరికీ ప్రత్యేక ధన్యవాదాలు తెలిపారు. కాంట్రాక్టర్ల సమస్యల పరిష్కారానికి, వారి సంక్షేమానికి ఎల్లప్పుడూ ముందుంటానని హామీ ఇచ్చారు.?ఈ కార్యక్రమంలో పాల్గొని ఎన్నికల ప్రక్రియను విజయవంతం చేసిన నాయకులు, శేరిలింగంపల్లి జోన్ కాంట్రాక్టర్ సోదరులందరికీ పేరు పేరునా కృతజ్ఞతలు తెలియజేశారు. అందరి సహకారంతో అసోసియేషన్‌ను మరింత బలోపేతం చేస్తామని పేర్కొన్నారు. [543, 1001, 1086, 1116]
photo-vehicle-cabin [1140, 912, 1481, 1066]
color-swatch [251, 2319, 260, 2345]
minister-body-left [514, 1330, 810, 1895]
